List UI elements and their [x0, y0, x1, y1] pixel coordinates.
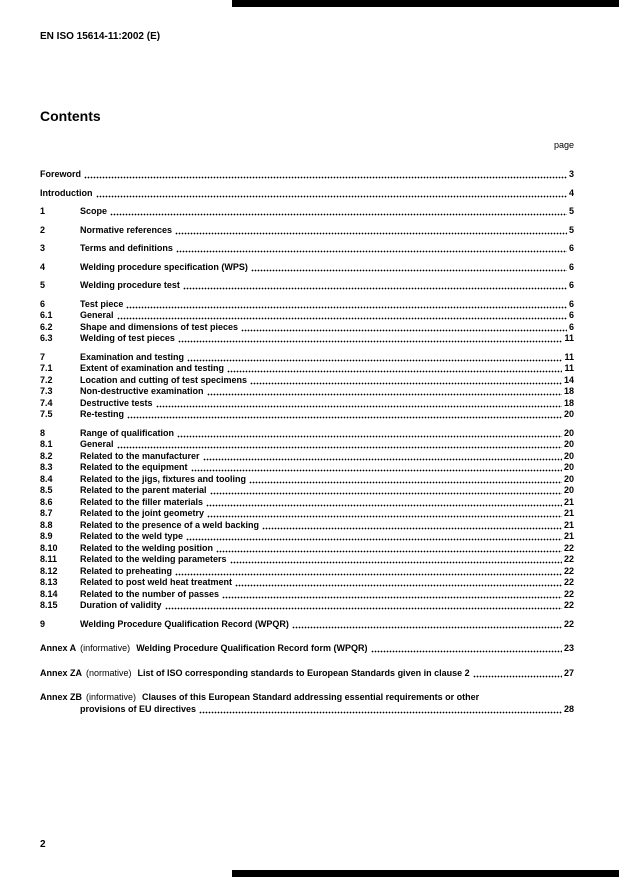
entry-page: 21 [563, 531, 574, 541]
entry-page: 5 [568, 224, 574, 235]
toc-entry [40, 508, 574, 520]
entry-title: General [80, 439, 114, 449]
toc-entry [40, 451, 574, 463]
entry-title: Related to the filler materials [80, 496, 204, 507]
toc-entry [40, 497, 574, 509]
entry-title: Welding procedure specification (WPS) [80, 261, 248, 272]
toc-entry [40, 225, 574, 237]
leader-dots [250, 382, 562, 385]
page-column-label: page [553, 140, 574, 150]
entry-number: 2 [40, 224, 46, 235]
toc-entry [40, 462, 574, 474]
toc-entry [40, 363, 574, 375]
leader-dots [235, 584, 562, 587]
leader-dots [473, 675, 562, 678]
leader-dots [262, 527, 562, 530]
toc-entry [40, 577, 574, 589]
leader-dots [177, 435, 562, 438]
toc-entry [40, 485, 574, 497]
entry-number: 6.2 [40, 321, 53, 332]
toc-entry [40, 206, 574, 218]
entry-page: 14 [563, 374, 574, 385]
entry-title: Related to the equipment [80, 462, 188, 472]
toc-entry [40, 439, 574, 451]
entry-number: 8.10 [40, 542, 58, 553]
toc-entry [40, 169, 574, 181]
leader-dots [117, 317, 567, 320]
toc-entry [40, 262, 574, 274]
toc-entry [40, 619, 574, 631]
entry-page: 22 [563, 577, 574, 587]
entry-page: 20 [563, 427, 574, 438]
entry-title: Shape and dimensions of test pieces [80, 321, 239, 332]
entry-page: 20 [563, 485, 574, 495]
entry-number: 1 [40, 206, 46, 216]
leader-dots [183, 287, 567, 290]
leader-dots [117, 446, 562, 449]
entry-title: Examination and testing [80, 351, 185, 362]
leader-dots [127, 416, 562, 419]
entry-number: 7.1 [40, 363, 53, 373]
toc-entry [40, 299, 574, 311]
entry-title: Foreword [40, 169, 82, 179]
entry-page: 21 [563, 496, 574, 507]
entry-title: Welding of test pieces [80, 333, 175, 343]
entry-title: Related to the presence of a weld backing [80, 519, 260, 530]
annex-kind: (informative) [80, 643, 131, 653]
entry-number: 8.13 [40, 577, 58, 587]
entry-page: 11 [564, 363, 574, 373]
leader-dots [222, 596, 562, 599]
toc-entry [40, 409, 574, 421]
leader-dots [199, 711, 562, 714]
entry-title: Non-destructive examination [80, 386, 204, 396]
entry-page: 20 [563, 409, 574, 419]
entry-title: Related to the parent material [80, 485, 207, 495]
leader-dots [84, 176, 567, 179]
leader-dots [96, 195, 567, 198]
entry-page: 6 [568, 243, 574, 253]
leader-dots [207, 393, 562, 396]
toc-entry [40, 566, 574, 578]
entry-title: Re-testing [80, 409, 125, 419]
entry-page: 6 [568, 280, 574, 290]
entry-number: 5 [40, 280, 46, 290]
toc-entry [40, 543, 574, 555]
entry-number: 8.11 [40, 554, 58, 564]
entry-page: 6 [568, 261, 574, 272]
entry-page: 11 [564, 333, 574, 343]
toc-entry [40, 474, 574, 486]
entry-number: 7 [40, 351, 46, 362]
entry-page: 27 [563, 667, 574, 678]
entry-page: 20 [563, 439, 574, 449]
entry-page: 23 [563, 643, 574, 653]
entry-title: List of ISO corresponding standards to European Standards given in clause 2 [137, 667, 470, 678]
entry-number: 8.15 [40, 600, 58, 610]
leader-dots [203, 458, 562, 461]
entry-number: 8.2 [40, 450, 53, 461]
entry-number: 7.4 [40, 397, 53, 408]
entry-page: 20 [563, 462, 574, 472]
toc-entry [40, 243, 574, 255]
entry-number: 8.4 [40, 473, 53, 484]
entry-number: 8 [40, 427, 46, 438]
leader-dots [175, 232, 567, 235]
entry-page: 20 [563, 450, 574, 461]
footer-page-number: 2 [40, 839, 46, 850]
toc-entry [40, 428, 574, 440]
toc-entry [40, 398, 574, 410]
entry-title: General [80, 310, 114, 320]
entry-page: 18 [563, 386, 574, 396]
leader-dots [371, 650, 562, 653]
entry-number: 8.3 [40, 462, 53, 472]
entry-number: 9 [40, 618, 46, 629]
entry-number: 8.14 [40, 588, 58, 599]
entry-number: 6.3 [40, 333, 53, 343]
entry-title: Destructive tests [80, 397, 153, 408]
annex-kind: (normative) [86, 667, 132, 678]
entry-title: Welding Procedure Qualification Record form (WPQR) [136, 643, 368, 653]
leader-dots [241, 329, 567, 332]
toc-entry [40, 280, 574, 292]
leader-dots [292, 626, 562, 629]
leader-dots [176, 250, 567, 253]
entry-page: 22 [563, 600, 574, 610]
entry-page: 18 [563, 397, 574, 408]
entry-title: Introduction [40, 187, 93, 198]
entry-number: 6.1 [40, 310, 53, 320]
toc-entry [40, 692, 574, 704]
entry-number: 7.5 [40, 409, 53, 419]
entry-title: Welding procedure test [80, 280, 180, 290]
entry-number: 8.8 [40, 519, 53, 530]
leader-dots [156, 405, 562, 408]
toc-entry [40, 188, 574, 200]
entry-title: Related to the number of passes [80, 588, 220, 599]
leader-dots [191, 469, 562, 472]
leader-dots [178, 340, 563, 343]
entry-title: Duration of validity [80, 600, 162, 610]
entry-number: 3 [40, 243, 46, 253]
entry-page: 22 [563, 588, 574, 599]
scan-artifact-bottom [232, 870, 619, 877]
entry-page: 4 [568, 187, 574, 198]
entry-page: 22 [563, 542, 574, 553]
annex-kind: (informative) [86, 692, 137, 702]
toc-entry [40, 668, 574, 680]
annex-label: Annex A [40, 643, 77, 653]
leader-dots [110, 213, 567, 216]
entry-title: Range of qualification [80, 427, 175, 438]
leader-dots [165, 607, 562, 610]
toc-entry [40, 643, 574, 655]
entry-page: 11 [564, 351, 574, 362]
entry-number: 8.12 [40, 565, 58, 576]
entry-page: 6 [568, 298, 574, 309]
entry-number: 8.6 [40, 496, 53, 507]
entry-title: Location and cutting of test specimens [80, 374, 248, 385]
leader-dots [126, 306, 567, 309]
toc-entry [40, 554, 574, 566]
toc-entry [40, 589, 574, 601]
entry-number: 8.1 [40, 439, 53, 449]
contents-heading: Contents [40, 108, 101, 124]
scan-artifact-top [232, 0, 619, 7]
entry-title: Clauses of this European Standard addressing essential requirements or other [142, 692, 480, 702]
entry-page: 6 [568, 321, 574, 332]
entry-number: 8.7 [40, 508, 53, 518]
entry-title: Welding Procedure Qualification Record (WPQR) [80, 618, 289, 629]
entry-number: 8.9 [40, 531, 53, 541]
entry-title: Scope [80, 206, 108, 216]
entry-title: Related to post weld heat treatment [80, 577, 233, 587]
toc-entry [40, 600, 574, 612]
entry-page: 5 [568, 206, 574, 216]
leader-dots [175, 573, 562, 576]
entry-title: Related to the manufacturer [80, 450, 200, 461]
entry-page: 22 [563, 565, 574, 576]
entry-page: 6 [568, 310, 574, 320]
entry-title: Related to preheating [80, 565, 173, 576]
entry-page: 22 [563, 618, 574, 629]
leader-dots [207, 515, 562, 518]
annex-label: Annex ZB [40, 692, 83, 702]
entry-title: Terms and definitions [80, 243, 173, 253]
leader-dots [251, 269, 567, 272]
annex-label: Annex ZA [40, 667, 83, 678]
entry-title: Extent of examination and testing [80, 363, 225, 373]
entry-title-continued: provisions of EU directives [80, 703, 197, 714]
entry-page: 21 [563, 508, 574, 518]
entry-number: 6 [40, 298, 46, 309]
leader-dots [206, 504, 562, 507]
leader-dots [186, 538, 562, 541]
toc-entry [40, 531, 574, 543]
toc-entry [40, 322, 574, 334]
leader-dots [230, 561, 562, 564]
entry-number: 7.2 [40, 374, 53, 385]
entry-title: Related to the welding parameters [80, 554, 227, 564]
toc-entry [40, 386, 574, 398]
entry-page: 3 [568, 169, 574, 179]
entry-page: 22 [563, 554, 574, 564]
leader-dots [249, 481, 562, 484]
document-id: EN ISO 15614-11:2002 (E) [40, 31, 161, 42]
entry-page: 21 [563, 519, 574, 530]
entry-page: 20 [563, 473, 574, 484]
leader-dots [227, 370, 562, 373]
entry-title: Test piece [80, 298, 124, 309]
leader-dots [216, 550, 562, 553]
entry-title: Related to the welding position [80, 542, 214, 553]
toc-entry [40, 310, 574, 322]
toc-entry [40, 352, 574, 364]
toc-entry-continuation [40, 704, 574, 716]
toc-entry [40, 333, 574, 345]
entry-number: 7.3 [40, 386, 53, 396]
entry-page: 28 [563, 703, 574, 714]
entry-number: 8.5 [40, 485, 53, 495]
entry-number: 4 [40, 261, 46, 272]
entry-title: Normative references [80, 224, 173, 235]
toc-entry [40, 520, 574, 532]
entry-title: Related to the weld type [80, 531, 184, 541]
entry-title: Related to the joint geometry [80, 508, 205, 518]
toc-list [40, 169, 574, 715]
toc-entry [40, 375, 574, 387]
entry-title: Related to the jigs, fixtures and tooling [80, 473, 247, 484]
leader-dots [187, 359, 562, 362]
leader-dots [210, 492, 562, 495]
